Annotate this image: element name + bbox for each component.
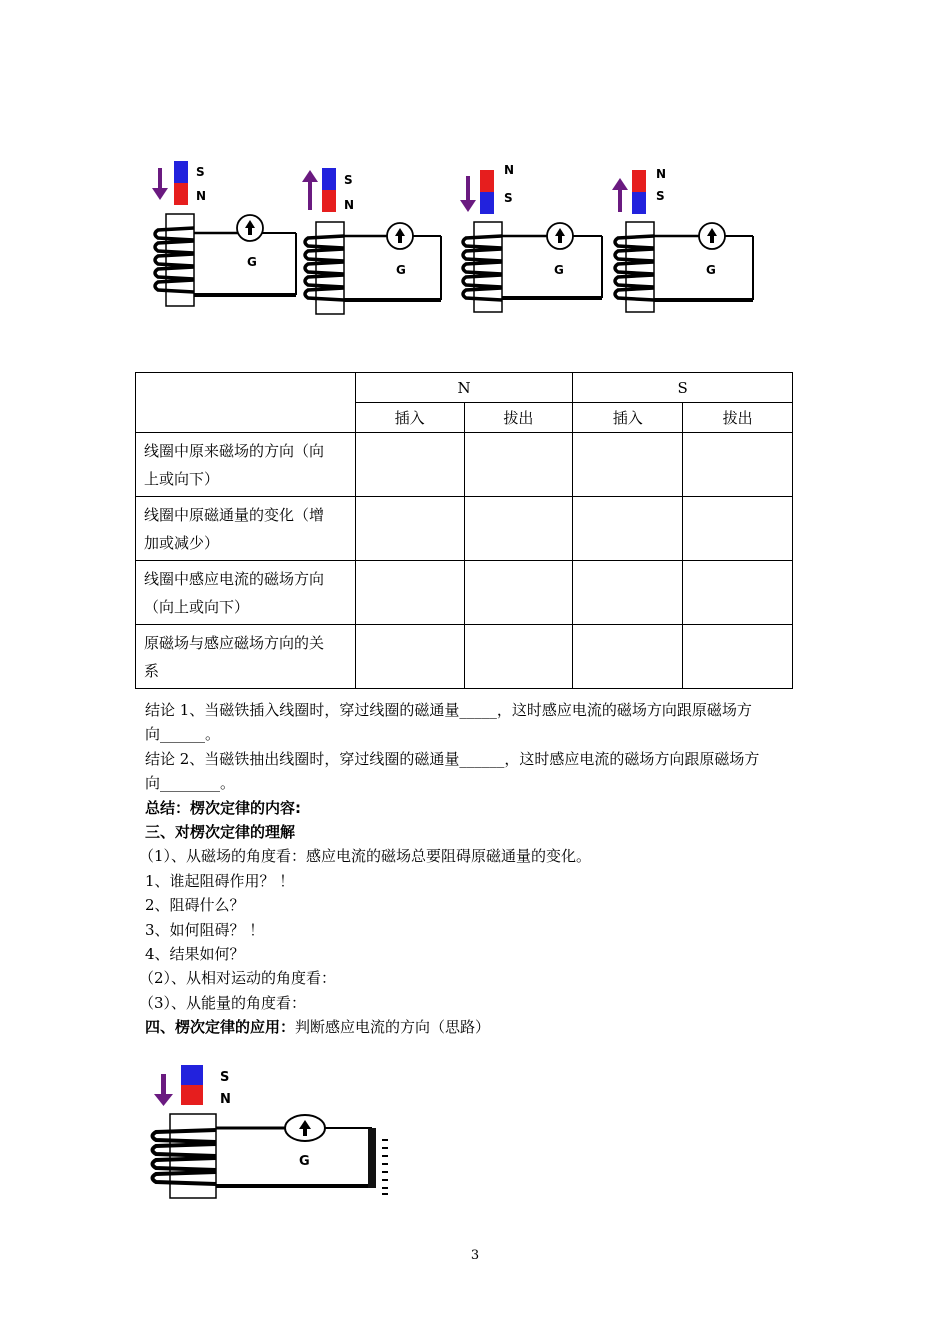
answer-cell[interactable]	[464, 433, 573, 497]
galvanometer-label: G	[299, 1154, 310, 1169]
answer-cell[interactable]	[683, 433, 793, 497]
conclusion-1: 结论 1、当磁铁插入线圈时，穿过线圈的磁通量_____，这时感应电流的磁场方向跟原磁场方	[145, 701, 752, 719]
figure-magnet-remove-s-top	[300, 168, 450, 318]
pole-label-bottom: N	[196, 189, 207, 203]
arrow-up-icon	[612, 178, 628, 212]
conclusion-1-cont: 向______。	[145, 725, 221, 744]
pole-label-bottom: S	[656, 189, 665, 203]
question-4: 4、结果如何？	[145, 945, 245, 964]
row-label: 线圈中原来磁场的方向（向 上或向下）	[136, 433, 356, 497]
magnet-top-half	[181, 1065, 203, 1085]
question-3: 3、如何阻碍？ ！	[145, 920, 265, 939]
galvanometer	[285, 1115, 325, 1141]
pole-label-top: S	[196, 165, 205, 179]
page-number: 3	[470, 1248, 480, 1263]
observation-table	[135, 372, 793, 689]
point-3: （3）、从能量的角度看：	[139, 993, 307, 1012]
arrow-down-icon	[460, 176, 476, 212]
answer-cell[interactable]	[573, 497, 683, 561]
answer-cell[interactable]	[573, 625, 683, 689]
table-row	[136, 561, 793, 625]
galvanometer	[237, 215, 263, 241]
subheader-cell: 拔出	[464, 403, 573, 433]
answer-cell[interactable]	[573, 433, 683, 497]
answer-cell[interactable]	[683, 497, 793, 561]
row-label: 原磁场与感应磁场方向的关 系	[136, 625, 356, 689]
conclusion-2-cont: 向________。	[145, 774, 236, 793]
galvanometer	[547, 223, 573, 249]
magnet-top-half	[322, 168, 336, 190]
answer-cell[interactable]	[355, 625, 464, 689]
pole-label-bottom: S	[504, 191, 513, 205]
galvanometer	[387, 223, 413, 249]
answer-cell[interactable]	[355, 433, 464, 497]
summary-heading: 总结：楞次定律的内容:	[145, 798, 301, 817]
pole-label-top: N	[504, 163, 515, 177]
galvanometer-label: G	[396, 263, 406, 277]
point-2: （2）、从相对运动的角度看：	[139, 969, 337, 988]
galvanometer-label: G	[554, 263, 564, 277]
section-4-heading: 四、楞次定律的应用：判断感应电流的方向（思路）	[145, 1018, 491, 1037]
body-text	[139, 698, 810, 1040]
section-3-heading: 三、对楞次定律的理解	[145, 823, 296, 842]
point-1: （1）、从磁场的角度看：感应电流的磁场总要阻碍原磁通量的变化。	[139, 847, 592, 866]
table-row	[136, 433, 793, 497]
magnet-top-half	[174, 161, 188, 183]
answer-cell[interactable]	[573, 561, 683, 625]
magnet-top-half	[480, 170, 494, 192]
galvanometer-label: G	[247, 255, 257, 269]
galvanometer-label: G	[706, 263, 716, 277]
magnet-bottom-half	[174, 183, 188, 205]
row-label: 线圈中感应电流的磁场方向 （向上或向下）	[136, 561, 356, 625]
magnet-bottom-half	[181, 1085, 203, 1105]
pole-label-top: N	[656, 167, 667, 181]
answer-cell[interactable]	[683, 625, 793, 689]
table-row	[136, 497, 793, 561]
group-header-s: S	[573, 373, 793, 403]
figure-magnet-insert-s-top	[150, 158, 300, 308]
magnet-bottom-half	[322, 190, 336, 212]
subheader-cell: 拔出	[683, 403, 793, 433]
subheader-cell: 插入	[355, 403, 464, 433]
table-corner-cell	[136, 373, 356, 433]
magnet-bottom-half	[632, 192, 646, 214]
answer-cell[interactable]	[355, 561, 464, 625]
figure-magnet-insert-n-top	[458, 160, 608, 315]
group-header-n: N	[355, 373, 573, 403]
question-1: 1、谁起阻碍作用？ ！	[145, 871, 295, 890]
answer-cell[interactable]	[683, 561, 793, 625]
subheader-cell: 插入	[573, 403, 683, 433]
answer-cell[interactable]	[355, 497, 464, 561]
magnet-bottom-half	[480, 192, 494, 214]
answer-cell[interactable]	[464, 625, 573, 689]
side-coil	[368, 1128, 376, 1188]
galvanometer	[699, 223, 725, 249]
arrow-down-icon	[154, 1074, 173, 1106]
answer-cell[interactable]	[464, 497, 573, 561]
row-label: 线圈中原磁通量的变化（增 加或减少）	[136, 497, 356, 561]
pole-label-bottom: N	[344, 198, 355, 212]
figure-magnet-remove-n-top	[610, 160, 760, 315]
table-row	[136, 625, 793, 689]
magnet-top-half	[632, 170, 646, 192]
question-2: 2、阻碍什么？	[145, 896, 245, 915]
circuit-wire	[194, 233, 296, 295]
answer-cell[interactable]	[464, 561, 573, 625]
arrow-down-icon	[152, 168, 168, 200]
conclusion-2: 结论 2、当磁铁抽出线圈时，穿过线圈的磁通量______，这时感应电流的磁场方向跟原磁场方	[145, 749, 760, 768]
pole-label-top: S	[344, 173, 353, 187]
pole-label-bottom: N	[220, 1092, 231, 1107]
dashed-marks	[382, 1140, 388, 1194]
table-header-row	[136, 373, 793, 403]
pole-label-top: S	[220, 1070, 230, 1085]
arrow-up-icon	[302, 170, 318, 210]
figure-application-circuit	[148, 1062, 398, 1207]
